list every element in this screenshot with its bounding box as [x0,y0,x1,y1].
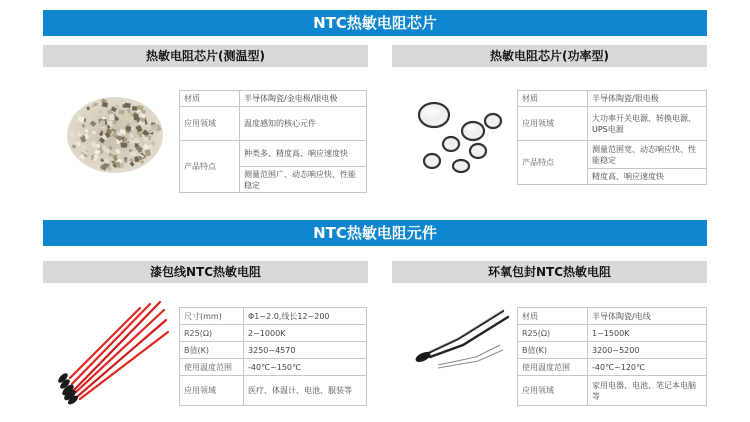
table-key: 产品特点 [180,141,240,193]
table-value: 测量范围广、动态响应快、性能稳定 [240,167,367,193]
table-key: 使用温度范围 [518,359,588,376]
table-value: 1~1500K [588,325,707,342]
table-value: -40℃~120℃ [588,359,707,376]
table-row [518,342,707,359]
table-key: B值(K) [180,342,244,359]
chip-piece [132,106,138,111]
spec-table-epoxy-ntc [517,307,707,406]
table-row [518,91,707,107]
chip-piece [124,103,130,108]
table-key: 材质 [180,91,240,107]
section-banner-chips: NTC热敏电阻芯片 [43,10,707,36]
table-key: 应用领域 [518,376,588,406]
chip-piece [125,126,131,131]
spec-table-temp-chip [179,90,367,193]
chip-piece [127,123,129,126]
table-value: 种类多、精度高、响应速度快 [240,141,367,167]
chip-piece [104,142,110,147]
chip-piece [123,138,127,141]
table-value: 温度感知的核心元件 [240,107,367,141]
table-key: 应用领域 [518,107,588,141]
table-key: 应用领域 [180,107,240,141]
table-value: -40℃~150℃ [244,359,367,376]
chip-piece [93,158,96,161]
table-value: 大功率开关电源、转换电源、UPS电源 [588,107,707,141]
chip-piece [144,137,149,141]
subheader-power-chip: 热敏电阻芯片(功率型) [392,45,707,67]
table-value: 半导体陶瓷/金电极/银电极 [240,91,367,107]
table-value: 精度高、响应速度快 [588,169,707,185]
table-row [180,107,367,141]
table-value: 半导体陶瓷/银电极 [588,91,707,107]
table-key: 使用温度范围 [180,359,244,376]
table-value: 测量范围宽、动态响应快、性能稳定 [588,141,707,169]
chip-piece [100,120,106,127]
subheader-temp-chip: 热敏电阻芯片(测温型) [43,45,368,67]
chip-piece [69,131,72,134]
table-key: 材质 [518,91,588,107]
table-row [518,359,707,376]
chip-piece [121,143,127,148]
section-banner-components: NTC热敏电阻元件 [43,220,707,246]
table-key: 材质 [518,308,588,325]
table-row [180,359,367,376]
table-key: 尺寸(mm) [180,308,244,325]
chip-piece [94,103,98,106]
enamel-wire-thermistor-image [52,298,172,408]
table-row [518,376,707,406]
table-row [180,308,367,325]
chip-piece [96,144,100,148]
table-value: 家用电器、电池、笔记本电脑等 [588,376,707,406]
table-key: 应用领域 [180,376,244,406]
chip-piece [149,129,152,133]
subheader-enamel-wire-ntc: 漆包线NTC热敏电阻 [43,261,368,283]
chip-piece [133,114,138,120]
table-value: 3200~5200 [588,342,707,359]
power-chip-discs-image [410,92,510,182]
table-key: B值(K) [518,342,588,359]
spec-table-power-chip [517,90,707,185]
chip-piece [140,161,144,164]
subheader-epoxy-ntc: 环氧包封NTC热敏电阻 [392,261,707,283]
table-row [180,342,367,359]
table-row [518,107,707,141]
chip-piece [119,110,125,115]
table-row [180,141,367,167]
chip-piece [132,140,136,143]
spec-table-enamel-wire-ntc [179,307,367,406]
table-value: 2~1000K [244,325,367,342]
table-row [180,325,367,342]
chip-pile-image [60,90,170,180]
table-row [518,308,707,325]
table-row [518,141,707,169]
chip-piece [109,114,114,121]
table-row [180,376,367,406]
epoxy-thermistor-image [408,305,518,385]
table-row [518,325,707,342]
table-key: R25(Ω) [180,325,244,342]
table-key: 产品特点 [518,141,588,185]
table-value: 3250~4570 [244,342,367,359]
table-row [180,91,367,107]
table-value: 医疗、体温计、电池、服装等 [244,376,367,406]
chip-piece [102,145,106,150]
table-value: Φ1~2.0,线长12~200 [244,308,367,325]
table-key: R25(Ω) [518,325,588,342]
table-value: 半导体陶瓷/电线 [588,308,707,325]
